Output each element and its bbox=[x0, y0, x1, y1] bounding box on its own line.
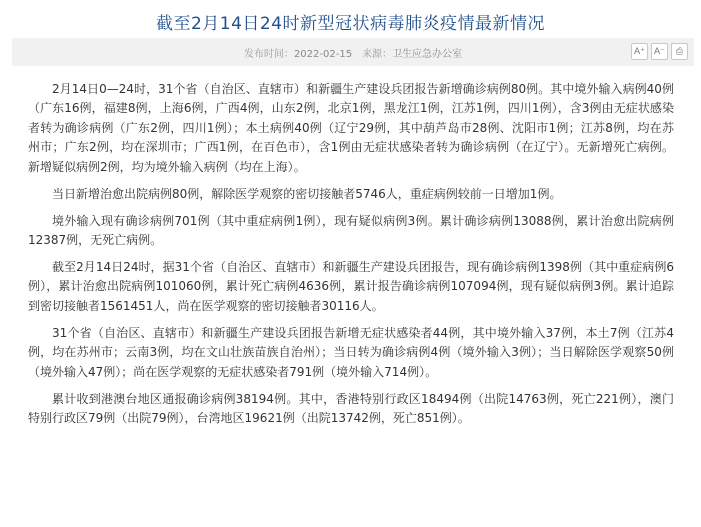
print-button[interactable] bbox=[671, 43, 688, 60]
publish-label: 发布时间： bbox=[243, 49, 294, 60]
font-larger-icon: A⁺ bbox=[634, 46, 645, 57]
source-name: 卫生应急办公室 bbox=[392, 49, 463, 60]
paragraph-recoveries: 当日新增治愈出院病例80例，解除医学观察的密切接触者5746人，重症病例较前一日增加1例。 bbox=[52, 186, 562, 201]
font-smaller-button[interactable] bbox=[651, 43, 668, 60]
page-title: 截至2月14日24时新型冠状病毒肺炎疫情最新情况 bbox=[155, 14, 546, 34]
paragraph-hk-macao-taiwan: 累计收到港澳台地区通报确诊病例38194例。其中，香港特别行政区18494例（出院14763例，死亡221例），澳门特别行政区79例（出院79例），台湾地区19621例（出院13742例，死亡851例）。 bbox=[28, 391, 674, 426]
paragraph-asymptomatic: 31个省（自治区、直辖市）和新疆生产建设兵团报告新增无症状感染者44例，其中境外输入37例，本土7例（江苏4例，均在苏州市；云南3例，均在文山壮族苗族自治州）；当日转为确诊病例4例（境外输入3例）；当日解除医学观察50例（境外输入47例）；尚在医学观察的无症状感染者791例（境外输入714例）。 bbox=[28, 325, 674, 379]
font-larger-button[interactable] bbox=[631, 43, 648, 60]
paragraph-imported: 境外输入现有确诊病例701例（其中重症病例1例），现有疑似病例3例。累计确诊病例13088例，累计治愈出院病例12387例，无死亡病例。 bbox=[28, 213, 674, 248]
printer-icon: ⎙ bbox=[675, 46, 684, 57]
article-meta bbox=[12, 45, 694, 60]
article-body bbox=[28, 80, 674, 436]
paragraph-cumulative: 截至2月14日24时，据31个省（自治区、直辖市）和新疆生产建设兵团报告，现有确诊病例1398例（其中重症病例6例），累计治愈出院病例101060例，累计死亡病例4636例，累计报告确诊病例107094例，现有疑似病例3例。累计追踪到密切接触者1561451人，尚在医学观察的密切接触者30116人。 bbox=[28, 260, 674, 313]
toolbar bbox=[631, 43, 688, 60]
font-smaller-icon: A⁻ bbox=[654, 46, 665, 57]
publish-date: 2022-02-15 bbox=[293, 49, 353, 60]
article-meta-bar bbox=[12, 38, 694, 66]
source-label: 来源： bbox=[362, 49, 393, 60]
paragraph-new-cases: 2月14日0—24时，31个省（自治区、直辖市）和新疆生产建设兵团报告新增确诊病例80例。其中境外输入病例40例（广东16例，福建8例，上海6例，广西4例，山东2例，北京1例，黑龙江1例，江苏1例，四川1例），含3例由无症状感染者转为确诊病例（广东2例，四川1例）；本土病例40例（辽宁29例，其中葫芦岛市28例、沈阳市1例；江苏8例，均在苏州市；广东2例，均在深圳市；广西1例，在百色市），含1例由无症状感染者转为确诊病例（在辽宁）。无新增死亡病例。新增疑似病例2例，均为境外输入病例（均在上海）。 bbox=[28, 82, 674, 174]
